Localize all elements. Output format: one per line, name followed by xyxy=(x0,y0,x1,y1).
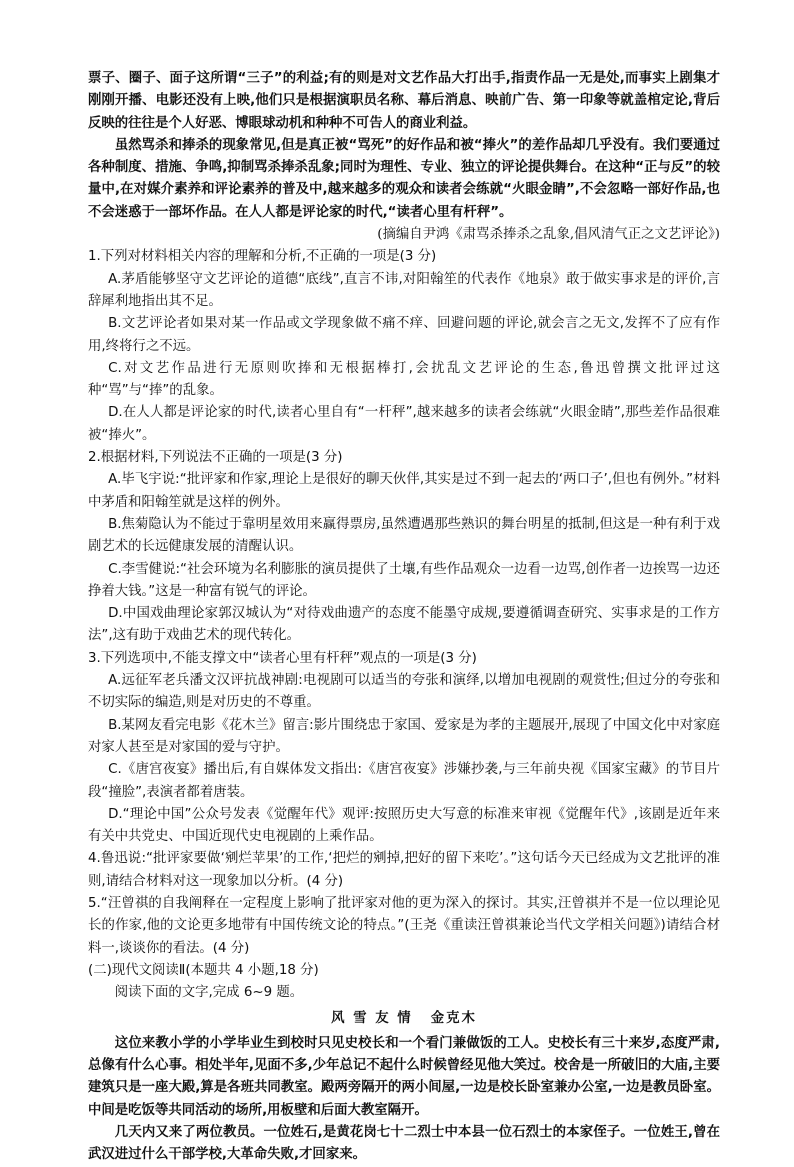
story-title: 风 雪 友 情 xyxy=(331,1011,413,1027)
question-2 xyxy=(88,447,720,648)
question-5: 5.“汪曾祺的自我阐释在一定程度上影响了批评家对他的更为深入的探讨。其实,汪曾祺并不是一位以理论见长的作家,他的文论更多地带有中国传统文论的特点。”(王尧《重读汪曾祺兼论当代文学相关问题》)请结合材料一,谈谈你的看法。(4 分) xyxy=(88,895,720,956)
question-4: 4.鲁迅说:“批评家要做‘剜烂苹果’的工作,‘把烂的剜掉,把好的留下来吃’。”这句话今天已经成为文艺批评的准则,请结合材料对这一现象加以分析。(4 分) xyxy=(88,851,720,889)
option-a: A.毕飞宇说:“批评家和作家,理论上是很好的聊天伙伴,其实是过不到一起去的‘两口子’,但也有例外。”材料中茅盾和阳翰笙就是这样的例外。 xyxy=(88,472,720,510)
question-stem: 2.根据材料,下列说法不正确的一项是(3 分) xyxy=(88,450,343,466)
passage1-paragraph-2: 虽然骂杀和捧杀的现象常见,但是真正被“骂死”的好作品和被“捧火”的差作品却几乎没有。我们要通过各种制度、措施、争鸣,抑制骂杀捧杀乱象;同时为理性、专业、独立的评论提供舞台。在这种“正与反”的较量中,在对媒介素养和评论素养的普及中,越来越多的观众和读者会练就“火眼金睛”,不会忽略一部好作品,也不会迷惑于一部坏作品。在人人都是评论家的时代,“读者心里有杆秤”。 xyxy=(88,137,720,220)
question-stem: 1.下列对材料相关内容的理解和分析,不正确的一项是(3 分) xyxy=(88,249,437,265)
section-instruction: 阅读下面的文字,完成 6~9 题。 xyxy=(114,985,304,1001)
option-b: B.焦菊隐认为不能过于靠明星效用来赢得票房,虽然遭遇那些熟识的舞台明星的抵制,但这是一种有利于戏剧艺术的长远健康发展的清醒认识。 xyxy=(88,516,720,555)
option-d: D.在人人都是评论家的时代,读者心里自有“一杆秤”,越来越多的读者会练就“火眼金睛”,那些差作品很难被“捧火”。 xyxy=(88,405,720,443)
question-stem: 3.下列选项中,不能支撑文中“读者心里有杆秤”观点的一项是(3 分) xyxy=(88,650,477,666)
option-c: C.对文艺作品进行无原则吹捧和无根据棒打,会扰乱文艺评论的生态,鲁迅曾撰文批评过这种“骂”与“捧”的乱象。 xyxy=(88,360,720,399)
option-a: A.茅盾能够坚守文艺评论的道德“底线”,直言不讳,对阳翰笙的代表作《地泉》敢于做实事求是的评价,言辞犀利地指出其不足。 xyxy=(88,271,720,309)
option-b: B.文艺评论者如果对某一作品或文学现象做不痛不痒、回避问题的评论,就会言之无文,发挥不了应有作用,终将行之不远。 xyxy=(88,316,720,354)
document-page xyxy=(88,68,720,1167)
option-c: C.李雪健说:“社会环境为名利膨胀的演员提供了土壤,有些作品观众一边看一边骂,创作者一边挨骂一边还挣着大钱。”这是一种富有锐气的评论。 xyxy=(88,561,720,599)
passage1-paragraph-1: 票子、圈子、面子这所谓“三子”的利益;有的则是对文艺作品大打出手,指责作品一无是处,而事实上剧集才刚刚开播、电影还没有上映,他们只是根据演职员名称、幕后消息、映前广告、第一印象等就盖棺定论,背后反映的往往是个人好恶、博眼球动机和种种不可告人的商业利益。 xyxy=(88,71,720,131)
story-paragraph-2: 几天内又来了两位教员。一位姓石,是黄花岗七十二烈士中本县一位石烈士的本家侄子。一位姓王,曾在武汉进过什么干部学校,大革命失败,才回家来。 xyxy=(88,1124,720,1163)
passage1-source: (摘编自尹鸿《肃骂杀捧杀之乱象,倡风清气正之文艺评论》) xyxy=(377,227,720,243)
section-heading: (二)现代文阅读Ⅱ(本题共 4 小题,18 分) xyxy=(88,962,319,978)
question-3 xyxy=(88,648,720,849)
option-c: C.《唐宫夜宴》播出后,有自媒体发文指出:《唐宫夜宴》涉嫌抄袭,与三年前央视《国家宝藏》的节目片段“撞脸”,表演者都着唐装。 xyxy=(88,762,720,800)
option-d: D.“理论中国”公众号发表《觉醒年代》观评:按照历史大写意的标准来审视《觉醒年代》,该剧是近年来有关中共党史、中国近现代史电视剧的上乘作品。 xyxy=(88,806,720,845)
option-d: D.中国戏曲理论家郭汉城认为“对待戏曲遗产的态度不能墨守成规,要遵循调查研究、实事求是的工作方法”,这有助于戏曲艺术的现代转化。 xyxy=(88,606,720,644)
story-title-line xyxy=(88,1008,720,1030)
story-paragraph-1: 这位来教小学的小学毕业生到校时只见史校长和一个看门兼做饭的工人。史校长有三十来岁,态度严肃,总像有什么心事。相处半年,见面不多,少年总记不起什么时候曾经见他大笑过。校舍是一所破旧的大庙,主要建筑只是一座大殿,算是各班共同教室。殿两旁隔开的两小间屋,一边是校长卧室兼办公室,一边是教员卧室。中间是吃饭等共同活动的场所,用板壁和后面大教室隔开。 xyxy=(88,1035,720,1118)
story-author: 金克木 xyxy=(430,1011,477,1027)
option-b: B.某网友看完电影《花木兰》留言:影片围绕忠于家国、爱家是为孝的主题展开,展现了中国文化中对家庭对家人甚至是对家国的爱与守护。 xyxy=(88,717,720,755)
question-1 xyxy=(88,246,720,447)
option-a: A.远征军老兵潘文汉评抗战神剧:电视剧可以适当的夸张和演绎,以增加电视剧的观赏性;但过分的夸张和不切实际的编造,则是对历史的不尊重。 xyxy=(88,673,720,711)
